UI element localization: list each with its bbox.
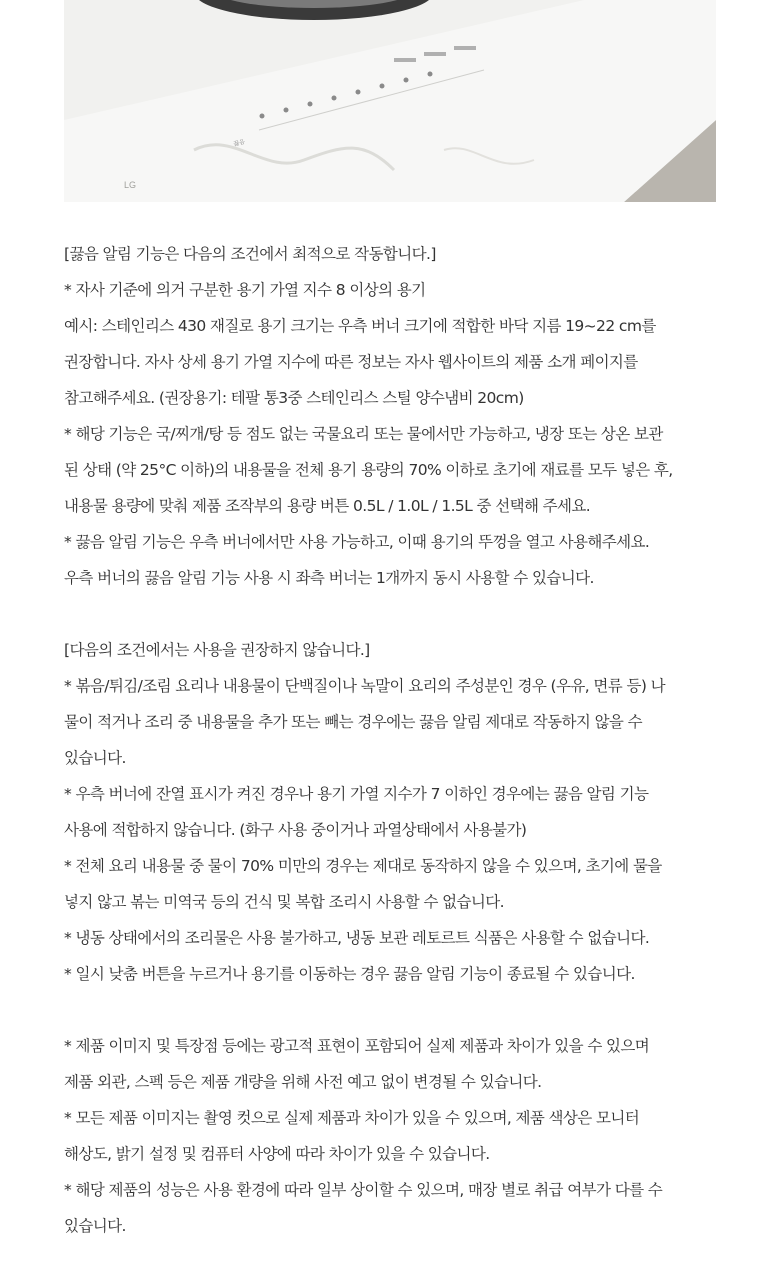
- panel-label: 끓음: [233, 139, 246, 148]
- list-item: * 전체 요리 내용물 중 물이 70% 미만의 경우는 제대로 동작하지 않을 수 있으며, 초기에 물을 넣지 않고 볶는 미역국 등의 건식 및 복합 조리시 사용할 수 없습니다.: [64, 857, 662, 911]
- list-item: * 모든 제품 이미지는 촬영 컷으로 실제 제품과 차이가 있을 수 있으며, 제품 색상은 모니터 해상도, 밝기 설정 및 컴퓨터 사양에 따라 차이가 있을 수 있습니다.: [64, 1109, 640, 1163]
- lg-logo: LG: [124, 180, 137, 190]
- section-heading-not-recommended: [다음의 조건에서는 사용을 권장하지 않습니다.]: [64, 641, 370, 659]
- list-item: * 제품 이미지 및 특장점 등에는 광고적 표현이 포함되어 실제 제품과 차이가 있을 수 있으며 제품 외관, 스펙 등은 제품 개량을 위해 사전 예고 없이 변경될 수 있습니다.: [64, 1037, 650, 1091]
- list-item: * 우측 버너에 잔열 표시가 켜진 경우나 용기 가열 지수가 7 이하인 경우에는 끓음 알림 기능 사용에 적합하지 않습니다. (화구 사용 중이거나 과열상태에서 사용불가): [64, 785, 649, 839]
- list-item: * 볶음/튀김/조림 요리나 내용물이 단백질이나 녹말이 요리의 주성분인 경우 (우유, 면류 등) 나 물이 적거나 조리 중 내용물을 추가 또는 빼는 경우에는 끓음 알림 제대로 작동하지 않을 수 있습니다.: [64, 677, 665, 767]
- list-item: * 해당 기능은 국/찌개/탕 등 점도 없는 국물요리 또는 물에서만 가능하고, 냉장 또는 상온 보관 된 상태 (약 25°C 이하)의 내용물을 전체 용기 용량의 70% 이하로 초기에 재료를 모두 넣은 후, 내용물 용량에 맞춰 제품 조작부의 용량 버튼 0.5L / 1.0L / 1.5L 중 선택해 주세요.: [64, 425, 673, 515]
- list-item: * 냉동 상태에서의 조리물은 사용 불가하고, 냉동 보관 레토르트 식품은 사용할 수 없습니다.: [64, 929, 650, 947]
- list-item: * 자사 기준에 의거 구분한 용기 가열 지수 8 이상의 용기 예시: 스테인리스 430 재질로 용기 크기는 우측 버너 크기에 적합한 바닥 지름 19~22 cm를 권장합니다. 자사 상세 용기 가열 지수에 따른 정보는 자사 웹사이트의 제품 소개 페이지를 참고해주세요. (권장용기: 테팔 통3중 스테인리스 스틸 양수냄비 20cm): [64, 281, 656, 407]
- list-item: * 끓음 알림 기능은 우측 버너에서만 사용 가능하고, 이때 용기의 뚜껑을 열고 사용해주세요. 우측 버너의 끓음 알림 기능 사용 시 좌측 버너는 1개까지 동시 사용할 수 있습니다.: [64, 533, 650, 587]
- section-heading-optimal-conditions: [끓음 알림 기능은 다음의 조건에서 최적으로 작동합니다.]: [64, 245, 436, 263]
- section-spacer: [64, 992, 724, 1028]
- cooktop-illustration: [64, 0, 716, 202]
- list-item: * 일시 낮춤 버튼을 누르거나 용기를 이동하는 경우 끓음 알림 기능이 종료될 수 있습니다.: [64, 965, 635, 983]
- product-image: [64, 0, 716, 202]
- list-item: * 해당 제품의 성능은 사용 환경에 따라 일부 상이할 수 있으며, 매장 별로 취급 여부가 다를 수 있습니다.: [64, 1181, 663, 1235]
- notice-content: [64, 236, 724, 1244]
- section-spacer: [64, 596, 724, 632]
